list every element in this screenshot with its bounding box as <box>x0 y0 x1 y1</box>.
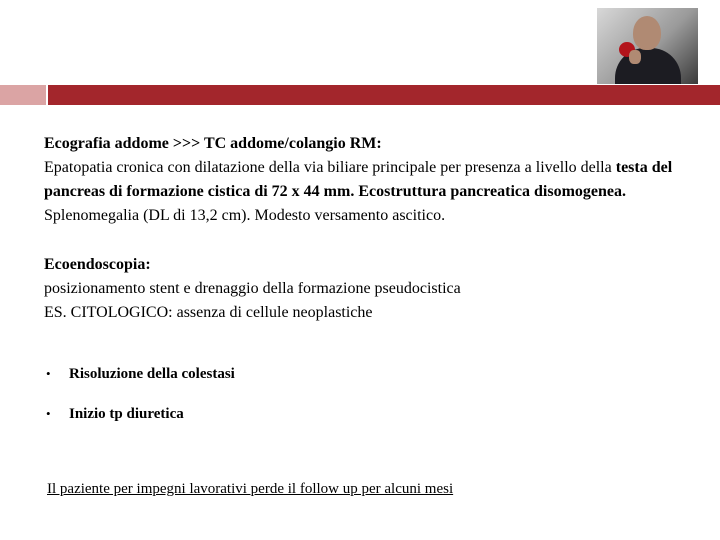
endoscopy-heading: Ecoendoscopia: <box>44 256 151 273</box>
header-bar-left <box>0 85 46 105</box>
endoscopy-line-2: ES. CITOLOGICO: assenza di cellule neoplastiche <box>44 304 373 321</box>
list-item <box>44 403 684 425</box>
portrait-head <box>633 16 661 50</box>
list-item <box>44 363 684 385</box>
outcome-list <box>44 363 684 425</box>
slide-content <box>44 132 684 425</box>
list-item-text: Risoluzione della colestasi <box>69 366 235 382</box>
endoscopy-findings <box>44 253 684 325</box>
portrait-hand <box>629 50 641 64</box>
follow-up-note: Il paziente per impegni lavorativi perde il follow up per alcuni mesi <box>47 481 454 497</box>
imaging-heading: Ecografia addome >>> TC addome/colangio RM: <box>44 135 382 152</box>
endoscopy-line-1: posizionamento stent e drenaggio della formazione pseudocistica <box>44 280 461 297</box>
imaging-text-bold: testa del pancreas di formazione cistica di 72 x 44 mm. Ecostruttura pancreatica disomogenea. <box>44 159 673 200</box>
imaging-text-1: Epatopatia cronica con dilatazione della via biliare principale per presenza a livello della <box>44 159 616 176</box>
imaging-findings <box>44 132 684 228</box>
bullet-icon: • <box>46 406 51 421</box>
portrait-image <box>597 8 698 84</box>
header-bar <box>48 85 720 105</box>
imaging-text-2: Splenomegalia (DL di 13,2 cm). Modesto versamento ascitico. <box>44 207 446 224</box>
bullet-icon: • <box>46 366 51 381</box>
list-item-text: Inizio tp diuretica <box>69 406 184 422</box>
